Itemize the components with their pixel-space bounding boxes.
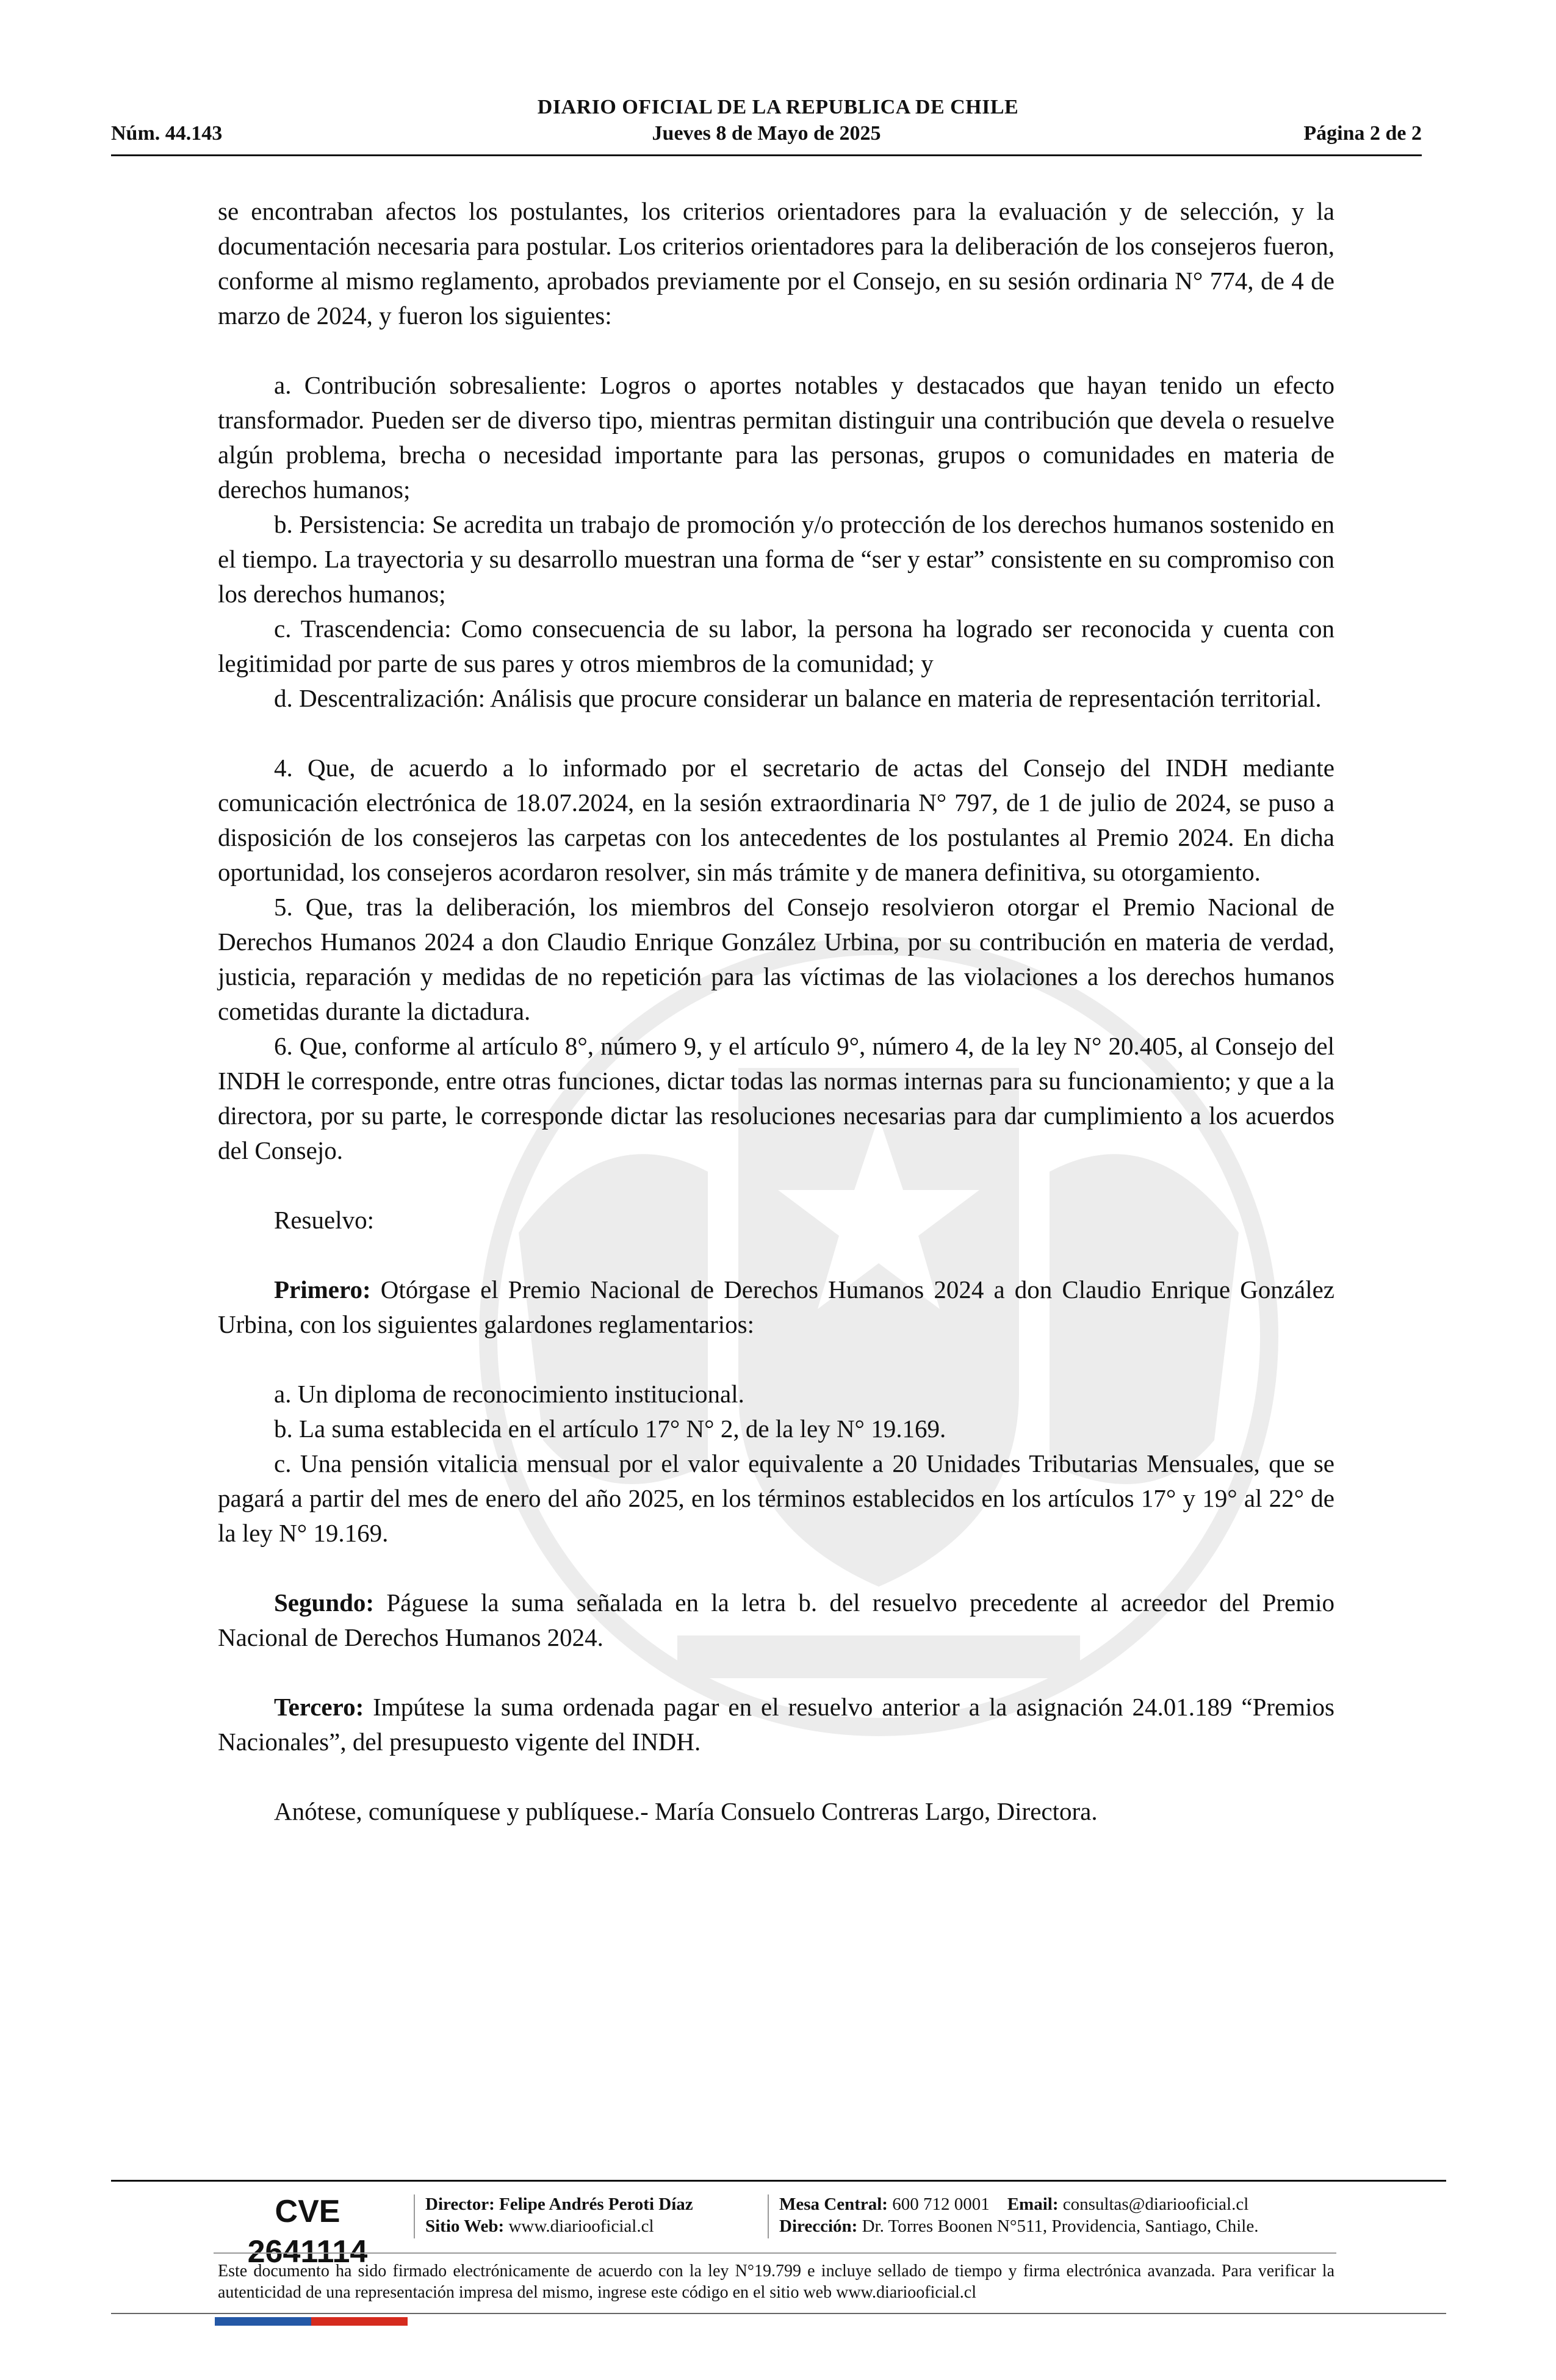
footer-divider-bottom [111,2313,1446,2314]
criterion-b: b. Persistencia: Se acredita un trabajo de promoción y/o protección de los derechos humanos sostenido en el tiempo. La trayectoria y su desarrollo muestran una forma de “ser y estar” consistente en su compromiso con los derechos humanos; [218,510,1334,608]
director-name: Felipe Andrés Peroti Díaz [494,2194,693,2214]
segundo-label: Segundo: [274,1588,375,1617]
resolution-primero [218,1272,1334,1342]
intro-paragraph: se encontraban afectos los postulantes, los criterios orientadores para la evaluación y de selección, y la documentación necesaria para postular. Los criterios orientadores para la deliberación de los consejeros fueron, conforme al mismo reglamento, aprobados previamente por el Consejo, en su sesión ordinaria N° 774, de 4 de marzo de 2024, y fueron los siguientes: [218,197,1334,330]
criterion-c: c. Trascendencia: Como consecuencia de su labor, la persona ha logrado ser reconocida y cuenta con legitimidad por parte de sus pares y otros miembros de la comunidad; y [218,615,1334,677]
address-label: Dirección: [779,2216,858,2236]
footer-director-block [425,2193,693,2237]
web-label: Sitio Web: [425,2216,505,2236]
resolution-tercero [218,1690,1334,1759]
flag-stripe-red [311,2317,408,2326]
page-indicator: Página 2 de 2 [1303,122,1422,145]
footer-divider-top [111,2180,1446,2182]
issue-date: Jueves 8 de Mayo de 2025 [652,122,881,145]
mesa-label: Mesa Central: [779,2194,888,2214]
document-body [218,194,1334,1829]
director-label: Director: [425,2194,495,2214]
header-divider [111,154,1422,156]
primero-text: Otórgase el Premio Nacional de Derechos Humanos 2024 a don Claudio Enrique González Urbina, con los siguientes galardones reglamentarios: [218,1275,1334,1338]
publication-title: DIARIO OFICIAL DE LA REPUBLICA DE CHILE [537,96,1019,118]
resuelvo-heading: Resuelvo: [274,1206,374,1234]
cve-code: CVE 2641114 [247,2194,368,2270]
galardon-a: a. Un diploma de reconocimiento institucional. [274,1380,744,1408]
criterion-d: d. Descentralización: Análisis que procure considerar un balance en materia de representación territorial. [274,684,1322,712]
considerando-4: 4. Que, de acuerdo a lo informado por el secretario de actas del Consejo del INDH mediante comunicación electrónica de 18.07.2024, en la sesión extraordinaria N° 797, de 1 de julio de 2024, se puso a disposición de los consejeros las carpetas con los antecedentes de los postulantes al Premio 2024. En dicha oportunidad, los consejeros acordaron resolver, sin más trámite y de manera definitiva, su otorgamiento. [218,754,1334,886]
flag-stripe-blue [215,2317,311,2326]
galardon-c: c. Una pensión vitalicia mensual por el valor equivalente a 20 Unidades Tributarias Mensuales, que se pagará a partir del mes de enero del año 2025, en los términos establecidos en los artículos 17° y 19° al 22° de la ley N° 19.169. [218,1449,1334,1547]
galardon-b: b. La suma establecida en el artículo 17° N° 2, de la ley N° 19.169. [274,1415,946,1443]
considerando-6: 6. Que, conforme al artículo 8°, número 9, y el artículo 9°, número 4, de la ley N° 20.405, al Consejo del INDH le corresponde, entre otras funciones, dictar todas las normas internas para su funcionamiento; y que a la directora, por su parte, le corresponde dictar las resoluciones necesarias para dar cumplimiento a los acuerdos del Consejo. [218,1032,1334,1164]
footer-separator-2 [768,2194,769,2238]
legal-notice: Este documento ha sido firmado electrónicamente de acuerdo con la ley N°19.799 e incluye sellado de tiempo y firma electrónica avanzada. Para verificar la autenticidad de una representación impresa del mismo, ingrese este código en el sitio web www.diariooficial.cl [218,2262,1334,2302]
email-link[interactable]: consultas@diariooficial.cl [1058,2194,1249,2214]
email-label: Email: [1007,2194,1059,2214]
tercero-label: Tercero: [274,1693,364,1721]
footer-contact-block [779,2193,1258,2237]
web-link[interactable]: www.diariooficial.cl [504,2216,654,2236]
mesa-phone: 600 712 0001 [887,2194,990,2214]
segundo-text: Páguese la suma señalada en la letra b. del resuelvo precedente al acreedor del Premio Nacional de Derechos Humanos 2024. [218,1588,1334,1651]
criterion-a: a. Contribución sobresaliente: Logros o aportes notables y destacados que hayan tenido un efecto transformador. Pueden ser de diverso tipo, mientras permitan distinguir una contribución que devela o resuelve algún problema, brecha o necesidad importante para las personas, grupos o comunidades en materia de derechos humanos; [218,371,1334,503]
closing-signature: Anótese, comuníquese y publíquese.- María Consuelo Contreras Largo, Directora. [274,1797,1098,1825]
resolution-segundo [218,1585,1334,1655]
issue-number: Núm. 44.143 [111,122,223,145]
footer-separator-1 [414,2194,415,2238]
tercero-text: Impútese la suma ordenada pagar en el resuelvo anterior a la asignación 24.01.189 “Premios Nacionales”, del presupuesto vigente del INDH. [218,1693,1334,1756]
considerando-5: 5. Que, tras la deliberación, los miembros del Consejo resolvieron otorgar el Premio Nacional de Derechos Humanos 2024 a don Claudio Enrique González Urbina, por su contribución en materia de verdad, justicia, reparación y medidas de no repetición para las víctimas de las violaciones a los derechos humanos cometidas durante la dictadura. [218,893,1334,1025]
header-row [111,122,1422,149]
primero-label: Primero: [274,1275,371,1304]
address-value: Dr. Torres Boonen N°511, Providencia, Santiago, Chile. [857,2216,1259,2236]
footer-divider-mid [214,2252,1336,2254]
